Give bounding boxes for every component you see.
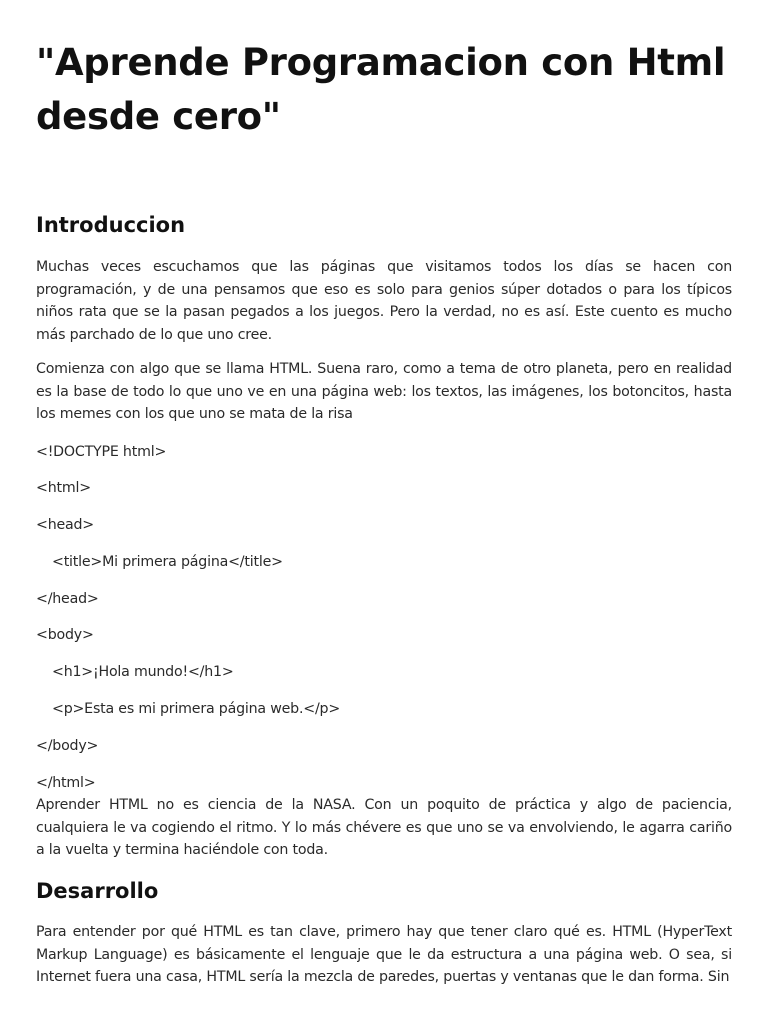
- desarrollo-paragraph-1: Para entender por qué HTML es tan clave, primero hay que tener claro qué es. HTML (HyperText Markup Language) es básicamente el lenguaje que le da estructura a una página web. O sea, si Internet fuera una casa, HTML sería la mezcla de paredes, puertas y ventanas que le dan forma. Sin: [36, 924, 732, 985]
- code-line: </html>: [36, 775, 96, 791]
- code-line: <head>: [36, 517, 94, 533]
- code-line: <p>Esta es mi primera página web.</p>: [52, 701, 341, 717]
- intro-paragraph-2: Comienza con algo que se llama HTML. Suena raro, como a tema de otro planeta, pero en realidad es la base de todo lo que uno ve en una página web: los textos, las imágenes, los botoncitos, hasta los memes con los que uno se mata de la risa: [36, 361, 732, 422]
- section-heading-introduccion: Introduccion: [36, 213, 186, 237]
- code-line: <h1>¡Hola mundo!</h1>: [52, 664, 234, 680]
- code-line: <body>: [36, 627, 94, 643]
- intro-paragraph-1: Muchas veces escuchamos que las páginas que visitamos todos los días se hacen con programación, y de una pensamos que eso es solo para genios súper dotados o para los típicos niños rata que se la pasan pegados a los juegos. Pero la verdad, no es así. Este cuento es mucho más parchado de lo que uno cree.: [36, 259, 732, 343]
- code-line: <html>: [36, 480, 91, 496]
- code-line: <!DOCTYPE html>: [36, 444, 167, 460]
- document-title: "Aprende Programacion con Html desde cero": [36, 41, 726, 138]
- code-line: </head>: [36, 591, 99, 607]
- code-line: </body>: [36, 738, 99, 754]
- section-heading-desarrollo: Desarrollo: [36, 879, 159, 903]
- code-line: <title>Mi primera página</title>: [52, 554, 283, 570]
- intro-closing-paragraph: Aprender HTML no es ciencia de la NASA. Con un poquito de práctica y algo de paciencia, cualquiera le va cogiendo el ritmo. Y lo más chévere es que uno se va envolviendo, le agarra cariño a la vuelta y termina haciéndole con toda.: [36, 797, 732, 858]
